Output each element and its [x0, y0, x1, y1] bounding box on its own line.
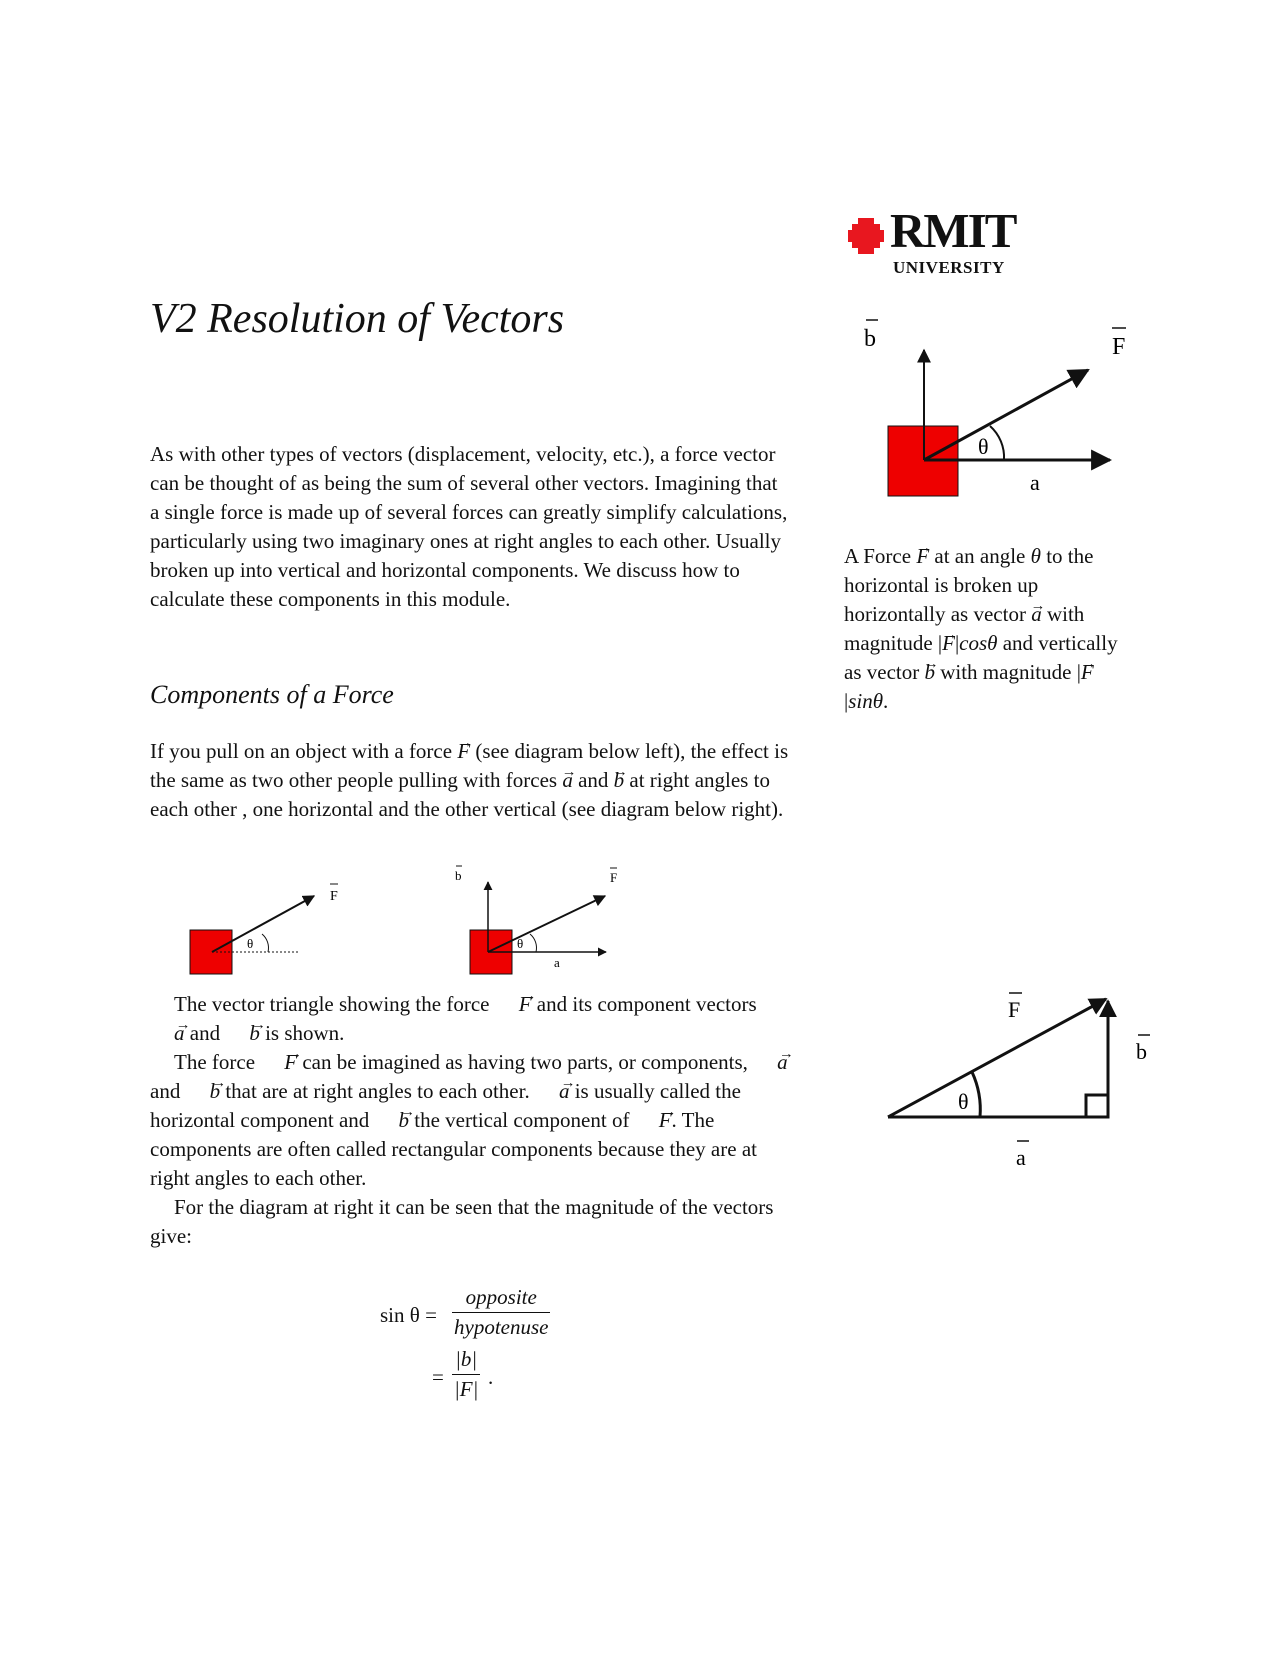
triangle-paragraphs — [150, 990, 790, 1251]
force-arrow-left — [212, 896, 314, 952]
f-label-left: F — [330, 889, 338, 904]
theta-label-triangle: θ — [958, 1089, 969, 1114]
theta-label-large: θ — [978, 434, 989, 459]
logo-subtitle: UNIVERSITY — [893, 258, 1005, 277]
vector-f: → F — [1081, 658, 1094, 687]
vector-a: → a — [535, 1077, 570, 1106]
vector-f: → F — [942, 629, 955, 658]
numerator-b: |b| — [455, 1347, 478, 1371]
b-label-triangle: b — [1136, 1039, 1147, 1064]
sin-term: sinθ — [848, 689, 884, 713]
vector-f: → F — [457, 737, 470, 766]
b-label-large: b — [864, 326, 876, 352]
theta-label-right: θ — [517, 936, 524, 951]
numerator-opposite: opposite — [465, 1285, 537, 1309]
theta-symbol: θ — [1030, 544, 1041, 568]
text-run: can be imagined as having two parts, or components, — [302, 1050, 748, 1074]
intro-text: As with other types of vectors (displacement, velocity, etc.), a force vector can be thought of as being the sum of several other vectors. Imagining that a single force is made up of several forces can greatly simplify calculations, particularly using two imaginary ones at right angles to each other. Usually broken up into vertical and horizontal components. We discuss how to calculate these components in this module. — [150, 442, 788, 611]
rmit-pixel-icon — [848, 218, 884, 254]
angle-arc-right — [530, 934, 536, 952]
small-diagrams — [180, 860, 650, 980]
text-run: to the horizontal is broken up horizontally as vector — [844, 544, 1094, 626]
equation-lhs: sin θ = — [380, 1303, 437, 1327]
text-run: and its component vectors — [536, 992, 757, 1016]
vector-f: → F — [260, 1048, 297, 1077]
text-run: and — [150, 1079, 181, 1103]
text-run: at an angle — [934, 544, 1026, 568]
text-run: A Force — [844, 544, 912, 568]
cos-term: cosθ — [959, 631, 998, 655]
vector-a: → a — [753, 1048, 788, 1077]
text-run: at right angles to each other , one horizontal and the other vertical (see diagram below right). — [150, 768, 784, 821]
theta-label-left: θ — [247, 936, 254, 951]
vector-b: → b — [186, 1077, 221, 1106]
intro-paragraph — [150, 440, 790, 614]
text-run: with magnitude — [940, 660, 1072, 684]
text-run: The vector triangle showing the force — [174, 992, 490, 1016]
angle-arc-left — [262, 934, 268, 952]
side-note: A Force → F at an angle θ to the horizontal is broken up horizontally as vector → a with magnitude |→ F|cosθ and vertically as vector → b with magnitude |→ F|sinθ. — [844, 542, 1134, 716]
equals-sign: = — [432, 1365, 444, 1389]
vector-b: → b — [225, 1019, 260, 1048]
b-label-small: b — [455, 868, 462, 883]
f-label-triangle: F — [1008, 997, 1021, 1022]
logo-word: RMIT — [890, 203, 1016, 258]
text-run: with magnitude — [844, 602, 1085, 655]
vector-a: → a — [562, 766, 573, 795]
text-run: (see diagram below left), the effect is the same as two other people pulling with forces — [150, 739, 789, 792]
vector-b: → b — [375, 1106, 410, 1135]
force-arrow-right — [488, 896, 605, 952]
text-run: that are at right angles to each other. — [225, 1079, 530, 1103]
section-heading: Components of a Force — [150, 680, 394, 709]
text-run: the vertical component of — [414, 1108, 630, 1132]
vector-b: → b — [614, 766, 625, 795]
para5: For the diagram at right it can be seen that the magnitude of the vectors give: — [150, 1195, 774, 1248]
text-run: If you pull on an object with a force — [150, 739, 453, 763]
vector-f: → F — [495, 990, 532, 1019]
a-label-triangle: a — [1016, 1145, 1026, 1170]
vector-b: → b — [924, 658, 935, 687]
page-title: V2 Resolution of Vectors — [150, 296, 565, 342]
f-label-small: F — [610, 870, 618, 885]
fraction-opposite-hypotenuse — [452, 1285, 550, 1340]
angle-arc-triangle — [972, 1072, 980, 1117]
vector-f: → F — [635, 1106, 672, 1135]
rmit-logo — [848, 203, 1028, 284]
a-label-large: a — [1030, 470, 1040, 495]
sine-equation — [380, 1285, 700, 1435]
a-label-small: a — [554, 955, 560, 970]
vector-a: → a — [1031, 600, 1042, 629]
text-run: is usually called the horizontal component and — [150, 1079, 741, 1132]
vector-triangle — [880, 975, 1170, 1175]
components-paragraph — [150, 737, 790, 824]
right-angle-marker — [1086, 1095, 1108, 1117]
text-run: . The components are often called rectangular components because they are at right angles to each other. — [150, 1108, 757, 1190]
text-run: The force — [174, 1050, 256, 1074]
denominator-f: |F| — [454, 1377, 479, 1401]
vector-a: → a — [150, 1019, 185, 1048]
text-run: and — [578, 768, 609, 792]
force-arrow-large — [924, 370, 1088, 460]
f-label-large: F — [1112, 334, 1126, 360]
triangle-hypotenuse-f — [888, 999, 1106, 1117]
fraction-b-over-f — [452, 1347, 480, 1402]
text-run: and vertically as vector — [844, 631, 1118, 684]
angle-arc-large — [990, 426, 1004, 460]
vector-f: → F — [916, 542, 929, 571]
text-run: and — [189, 1021, 221, 1045]
equation-period: . — [488, 1365, 494, 1389]
component-diagram — [840, 310, 1140, 510]
denominator-hypotenuse: hypotenuse — [454, 1315, 549, 1339]
text-run: is shown. — [265, 1021, 345, 1045]
